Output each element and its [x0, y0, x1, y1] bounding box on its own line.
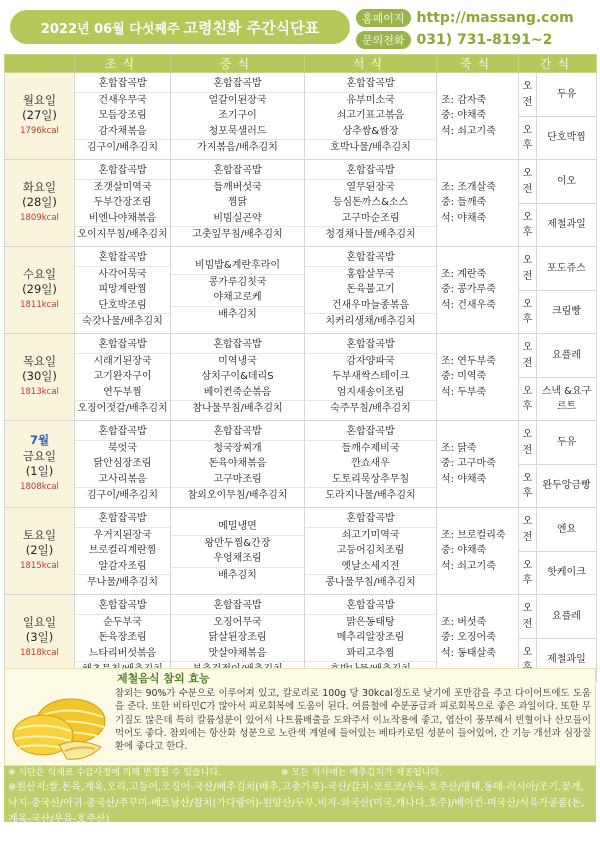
menu-title	[10, 10, 350, 44]
breakfast-item: 건새우무국	[75, 92, 170, 109]
lunch-item: 혼합잡곡밥	[213, 600, 262, 612]
lunch-item: 참나물무침/배추김치	[171, 400, 304, 417]
dinner-item: 꽈리고추찜	[346, 647, 395, 659]
snack-pm-text: 제철과일	[547, 654, 586, 666]
snack-am-text: 포도쥬스	[547, 262, 586, 274]
dinner-item: 쇠고기미역국	[305, 527, 436, 544]
homepage-link[interactable]: http://massang.com	[416, 10, 574, 26]
am-char: 전	[522, 357, 533, 369]
lunch-item: 닭살된장조림	[208, 632, 267, 644]
breakfast-item: 시래기된장국	[75, 353, 170, 370]
breakfast-item: 북엇국	[75, 440, 170, 457]
table-header-row	[5, 55, 597, 73]
breakfast-item: 오징어젓갈/배추김치	[75, 400, 170, 417]
dinner-cell	[305, 160, 437, 247]
day-kcal: 1808kcal	[20, 481, 59, 492]
dinner-item: 고구마순조림	[341, 212, 400, 224]
day-cell	[5, 421, 75, 508]
origin-info: ※원산지:쌀,돈육,계육,오리,고등어,오징어-국산/배추김치(배추,고춧가루)-국산/갈치-모로코/우육-호주산/명태,동태-러시아/조기,꽃게,낙지-중국산/아귀-중국산/주꾸미-베트남산/참치(가다랑어)-원양산/두부,비지-외국산(미국,캐나다,호주)/베이컨-미국산/식육가공품(돈,계육-국산/우육-호주산)	[8, 782, 585, 825]
header	[6, 4, 594, 52]
pm-label	[519, 291, 537, 334]
day-cell	[5, 247, 75, 334]
porridge-item: 중: 야채죽	[441, 545, 487, 557]
menu-body	[5, 73, 597, 682]
title-main: 고령친화 주간식단표	[183, 18, 320, 37]
breakfast-item: 피망계란찜	[98, 284, 147, 296]
lunch-item: 얼갈이된장국	[171, 92, 304, 109]
breakfast-item: 숙갓나물/배추김치	[75, 313, 170, 330]
day-row	[5, 421, 597, 465]
dinner-item: 혼합잡곡밥	[346, 426, 395, 438]
breakfast-item: 김구이/배추김치	[75, 487, 170, 504]
breakfast-item: 순두부국	[75, 614, 170, 631]
am-char: 오	[522, 255, 533, 266]
lunch-cell	[171, 73, 305, 160]
snack-am	[537, 247, 597, 291]
day-cell	[5, 334, 75, 421]
dinner-item: 홍합살무국	[305, 266, 436, 283]
day-row	[5, 595, 597, 639]
am-char: 오	[522, 429, 533, 440]
dinner-item: 숙주무침/배추김치	[305, 400, 436, 417]
breakfast-item: 혼합잡곡밥	[98, 165, 147, 177]
am-label	[519, 334, 537, 378]
breakfast-item: 감자채볶음	[98, 125, 147, 137]
day-kcal: 1815kcal	[20, 560, 59, 571]
porridge-item: 조: 조개살죽	[441, 181, 496, 193]
day-name: 금요일	[22, 448, 57, 463]
note-kimchi: ※ 모든 식사에는 배추김치가 제공됩니다.	[281, 768, 442, 778]
lunch-cell	[171, 160, 305, 247]
lunch-cell	[171, 247, 305, 334]
contact-info	[356, 8, 596, 52]
day-cell	[5, 73, 75, 160]
dinner-item: 엄지새송이조림	[336, 386, 405, 398]
snack-am	[537, 421, 597, 465]
pm-char: 오	[522, 385, 533, 397]
lunch-item: 왕만두찜&간장	[171, 535, 304, 552]
breakfast-cell	[75, 73, 171, 160]
am-char: 오	[522, 516, 533, 527]
pm-char: 후	[522, 575, 533, 586]
pm-label	[519, 465, 537, 508]
snack-am-text: 두유	[556, 436, 577, 448]
day-kcal: 1796kcal	[20, 125, 59, 136]
dinner-item: 메추리알장조림	[336, 632, 405, 644]
pm-label	[519, 117, 537, 160]
pm-char: 후	[522, 401, 533, 412]
am-label	[519, 247, 537, 291]
dinner-cell	[305, 421, 437, 508]
snack-am	[537, 508, 597, 552]
breakfast-item: 고기완자구이	[93, 371, 152, 383]
lunch-cell	[171, 421, 305, 508]
day-name: 월요일	[22, 92, 57, 107]
pm-char: 오	[522, 298, 533, 310]
porridge-item: 중: 고구마죽	[441, 458, 496, 470]
day-name: 수요일	[22, 266, 57, 281]
dinner-item: 유부미소국	[305, 92, 436, 109]
am-char: 전	[522, 444, 533, 456]
dinner-item: 혼합잡곡밥	[346, 165, 395, 177]
pm-char: 후	[522, 227, 533, 238]
day-row	[5, 160, 597, 204]
porridge-item: 조: 연두부죽	[441, 355, 496, 367]
breakfast-item: 모듬장조림	[98, 110, 147, 122]
lunch-item: 고구마조림	[213, 473, 262, 485]
day-cell	[5, 160, 75, 247]
header-dinner: 석식	[305, 55, 437, 73]
porridge-item: 석: 쇠고기죽	[441, 560, 496, 572]
breakfast-item: 혼합잡곡밥	[98, 426, 147, 438]
breakfast-item: 돈육장조림	[98, 632, 147, 644]
dinner-item: 호박나물/배추김치	[305, 139, 436, 156]
day-row	[5, 247, 597, 291]
lunch-item: 혼합잡곡밥	[213, 165, 262, 177]
header-day-blank	[5, 55, 75, 73]
snack-am	[537, 160, 597, 204]
am-char: 전	[522, 183, 533, 195]
phone-label: 문의전화	[356, 31, 411, 49]
day-date: (29일)	[22, 282, 57, 297]
breakfast-item: 브로컬리계란찜	[88, 545, 157, 557]
am-char: 오	[522, 342, 533, 353]
dinner-item: 혼합잡곡밥	[346, 252, 395, 264]
day-date: (27일)	[22, 108, 57, 123]
header-breakfast: 조식	[75, 55, 171, 73]
lunch-item: 고춧잎무침/배추김치	[171, 226, 304, 243]
day-kcal: 1818kcal	[20, 647, 59, 658]
snack-pm	[537, 552, 597, 595]
am-label	[519, 421, 537, 465]
phone-number: 031) 731-8191~2	[416, 32, 553, 48]
pm-char: 후	[522, 488, 533, 499]
day-cell	[5, 508, 75, 595]
pm-char: 후	[522, 140, 533, 151]
lunch-item: 혼합잡곡밥	[213, 426, 262, 438]
dinner-cell	[305, 508, 437, 595]
dinner-item: 들깨수제비국	[305, 440, 436, 457]
porridge-cell	[437, 334, 519, 421]
breakfast-item: 알감자조림	[98, 560, 147, 572]
pm-label	[519, 378, 537, 421]
breakfast-item: 단호박조림	[98, 299, 147, 311]
snack-pm	[537, 378, 597, 421]
snack-am	[537, 73, 597, 117]
porridge-item: 조: 닭죽	[441, 442, 477, 454]
dinner-item: 혼합잡곡밥	[346, 600, 395, 612]
dinner-item: 깐쇼새우	[351, 458, 390, 470]
day-kcal: 1809kcal	[20, 212, 59, 223]
porridge-item: 조: 계란죽	[441, 268, 487, 280]
lunch-item: 야채고로케	[213, 292, 262, 303]
snack-pm-text: 크림빵	[552, 306, 581, 318]
dinner-item: 콩나물무침/배추김치	[305, 574, 436, 591]
snack-pm-text: 제철과일	[547, 219, 586, 231]
lunch-item: 가지볶음/배추김치	[171, 139, 304, 156]
am-char: 전	[522, 270, 533, 282]
korean-melon-image	[9, 685, 109, 763]
lunch-item: 혼합잡곡밥	[213, 339, 262, 351]
header-lunch: 중식	[171, 55, 305, 73]
breakfast-cell	[75, 247, 171, 334]
breakfast-item: 조갯살미역국	[75, 179, 170, 196]
breakfast-item: 우거지된장국	[75, 527, 170, 544]
day-date: (28일)	[22, 195, 57, 210]
homepage-label: 홈페이지	[356, 9, 411, 27]
porridge-cell	[437, 508, 519, 595]
snack-am-text: 요플레	[552, 610, 581, 622]
dinner-item: 등심돈까스&소스	[332, 197, 409, 209]
breakfast-item: 연두부찜	[103, 386, 142, 398]
porridge-item: 석: 야채죽	[441, 212, 487, 224]
lunch-item: 청국장찌개	[171, 440, 304, 457]
snack-pm-text: 스낵 &요구르트	[541, 385, 592, 412]
dinner-item: 건새우마늘종볶음	[331, 299, 410, 311]
lunch-item: 혼합잡곡밥	[213, 78, 262, 90]
porridge-item: 중: 야채죽	[441, 110, 487, 122]
porridge-item: 중: 들깨죽	[441, 197, 487, 209]
header-porridge: 죽식	[437, 55, 519, 73]
title-week: 2022년 06월 다섯째주	[40, 21, 180, 37]
breakfast-item: 비엔나야채볶음	[88, 212, 157, 224]
dinner-item: 상추쌈&쌈장	[342, 125, 399, 137]
pm-char: 오	[522, 211, 533, 223]
lunch-item: 배추김치	[171, 306, 304, 323]
footer-notes	[4, 766, 596, 825]
snack-pm-text: 완두앙금빵	[542, 480, 591, 492]
day-name: 일요일	[22, 614, 57, 629]
breakfast-item: 혼합잡곡밥	[98, 339, 147, 351]
dinner-item: 감자양파국	[305, 353, 436, 370]
lunch-cell	[171, 508, 305, 595]
lunch-item: 조기구이	[218, 110, 257, 122]
lunch-item: 들깨버섯국	[171, 179, 304, 196]
am-char: 오	[522, 81, 533, 92]
pm-char: 후	[522, 314, 533, 325]
snack-am	[537, 334, 597, 378]
snack-pm	[537, 117, 597, 160]
breakfast-item: 혼합잡곡밥	[98, 513, 147, 525]
info-title: 제철음식 참외 효능	[117, 672, 210, 685]
dinner-item: 쇠고기표고볶음	[336, 110, 405, 122]
breakfast-item: 느타리버섯볶음	[88, 647, 157, 659]
notes-top-row	[8, 766, 592, 780]
day-month: 7월	[29, 433, 50, 447]
porridge-cell	[437, 247, 519, 334]
dinner-item: 도토리묵상추무침	[331, 473, 410, 485]
am-char: 전	[522, 96, 533, 108]
snack-am-text: 엔요	[556, 523, 577, 535]
lunch-item: 메밀냉면	[218, 521, 257, 532]
porridge-item: 조: 버섯죽	[441, 616, 487, 628]
snack-pm	[537, 291, 597, 334]
am-label	[519, 73, 537, 117]
day-date: (1일)	[25, 464, 54, 478]
dinner-item: 혼합잡곡밥	[346, 78, 395, 90]
dinner-item: 고등어김치조림	[336, 545, 405, 557]
seasonal-food-info	[4, 668, 596, 766]
day-date: (2일)	[25, 543, 54, 558]
pm-label	[519, 552, 537, 595]
day-name: 목요일	[22, 353, 57, 368]
porridge-item: 석: 두부죽	[441, 386, 487, 398]
breakfast-item: 무나물/배추김치	[75, 574, 170, 591]
dinner-item: 옛날소세지전	[341, 560, 400, 572]
lunch-item: 미역냉국	[171, 353, 304, 370]
porridge-item: 조: 브로컬리죽	[441, 529, 506, 541]
day-date: (3일)	[25, 630, 54, 645]
lunch-item: 찜닭	[227, 197, 248, 209]
dinner-cell	[305, 247, 437, 334]
porridge-item: 중: 콩가루죽	[441, 284, 496, 296]
dinner-item: 열무된장국	[305, 179, 436, 196]
snack-am-text: 두유	[556, 88, 577, 100]
lunch-item: 우엉채조림	[213, 553, 262, 564]
breakfast-item: 고사리볶음	[98, 473, 147, 485]
porridge-cell	[437, 160, 519, 247]
homepage-row	[356, 8, 596, 28]
am-char: 전	[522, 618, 533, 630]
day-row	[5, 73, 597, 117]
snack-am	[537, 595, 597, 639]
porridge-item: 조: 감자죽	[441, 94, 487, 106]
dinner-cell	[305, 334, 437, 421]
day-date: (30일)	[22, 369, 57, 384]
porridge-item: 중: 미역죽	[441, 371, 487, 383]
porridge-item: 석: 야채죽	[441, 473, 487, 485]
weekly-menu-table	[4, 54, 597, 682]
lunch-cell	[171, 334, 305, 421]
am-char: 오	[522, 603, 533, 614]
breakfast-cell	[75, 334, 171, 421]
porridge-item: 중: 오징어죽	[441, 632, 496, 644]
lunch-item: 삼치구이&데리S	[201, 371, 274, 383]
lunch-item: 콩가루김칫국	[171, 274, 304, 291]
day-row	[5, 334, 597, 378]
day-kcal: 1813kcal	[20, 386, 59, 397]
breakfast-item: 사각어묵국	[75, 266, 170, 283]
snack-pm	[537, 465, 597, 508]
am-char: 전	[522, 531, 533, 543]
breakfast-item: 두부간장조림	[93, 197, 152, 209]
dinner-item: 도라지나물/배추김치	[305, 487, 436, 504]
pm-char: 오	[522, 472, 533, 484]
snack-am-text: 이오	[556, 175, 577, 187]
dinner-cell	[305, 73, 437, 160]
porridge-cell	[437, 73, 519, 160]
snack-pm-text: 핫케이크	[547, 567, 586, 579]
day-row	[5, 508, 597, 552]
breakfast-cell	[75, 508, 171, 595]
day-name: 토요일	[22, 527, 57, 542]
porridge-item: 석: 건새우죽	[441, 299, 496, 311]
lunch-item: 비빔실곤약	[213, 212, 262, 224]
header-snack: 간식	[519, 55, 597, 73]
breakfast-item: 혼합잡곡밥	[98, 252, 147, 264]
snack-pm	[537, 204, 597, 247]
snack-am-text: 요플레	[552, 349, 581, 361]
breakfast-item: 오이지무침/배추김치	[75, 226, 170, 243]
lunch-item: 배추김치	[171, 567, 304, 584]
am-label	[519, 508, 537, 552]
info-text: 참외는 90%가 수분으로 이루어져 있고, 칼로리로 100g 당 30kcal정도로 낮기에 포만감을 주고 다이어트에도 도움을 준다. 또한 비타민C가 많아서 피로회복에 도움이 된다. 여름철에 수분공급과 피로회복으로 좋은 과일이다. 또한 무기질도 많은데 특히 칼륨성분이 있어서 나트륨배출을 도와주서 이뇨작용에 좋고, 엽산이 풍부해서 빈혈이나 산모들이 먹어도 좋다. 참외에는 항산화 성분으로 노란색 계열에 들어있는 베타카로틴 성분이 들어있어, 간 기능 개선과 심장질환에 좋다고 한다.	[115, 688, 591, 753]
lunch-item: 오징어무국	[171, 614, 304, 631]
dinner-item: 두부새싹스테이크	[331, 371, 410, 383]
dinner-item: 맑은동태탕	[305, 614, 436, 631]
lunch-item: 베이컨죽순볶음	[203, 386, 272, 398]
note-menu-change: ※ 식단은 식재료 수급사정에 의해 변경될 수 있습니다.	[8, 768, 222, 778]
lunch-item: 참외오이무침/배추김치	[171, 487, 304, 504]
dinner-item: 청경채나물/배추김치	[305, 226, 436, 243]
porridge-item: 석: 쇠고기죽	[441, 125, 496, 137]
lunch-item: 비빔밥&계란후라이	[194, 260, 281, 271]
lunch-item: 청포묵샐러드	[208, 125, 267, 137]
breakfast-cell	[75, 160, 171, 247]
phone-row	[356, 30, 596, 50]
pm-char: 오	[522, 559, 533, 571]
pm-char: 오	[522, 646, 533, 658]
pm-char: 오	[522, 124, 533, 136]
dinner-item: 돈육불고기	[346, 284, 395, 296]
breakfast-item: 닭안심장조림	[93, 458, 152, 470]
am-char: 오	[522, 168, 533, 179]
dinner-item: 혼합잡곡밥	[346, 513, 395, 525]
pm-label	[519, 204, 537, 247]
dinner-item: 혼합잡곡밥	[346, 339, 395, 351]
lunch-item: 돈육야채볶음	[208, 458, 267, 470]
porridge-item: 석: 동태살죽	[441, 647, 496, 659]
porridge-cell	[437, 421, 519, 508]
dinner-item: 치커리생채/배추김치	[305, 313, 436, 330]
breakfast-item: 혼합잡곡밥	[98, 78, 147, 90]
breakfast-item: 김구이/배추김치	[75, 139, 170, 156]
day-kcal: 1811kcal	[20, 299, 59, 310]
am-label	[519, 595, 537, 639]
am-label	[519, 160, 537, 204]
snack-pm-text: 단호박찜	[547, 132, 586, 144]
breakfast-cell	[75, 421, 171, 508]
day-name: 화요일	[22, 179, 57, 194]
lunch-item: 맛살야채볶음	[208, 647, 267, 659]
breakfast-item: 혼합잡곡밥	[98, 600, 147, 612]
